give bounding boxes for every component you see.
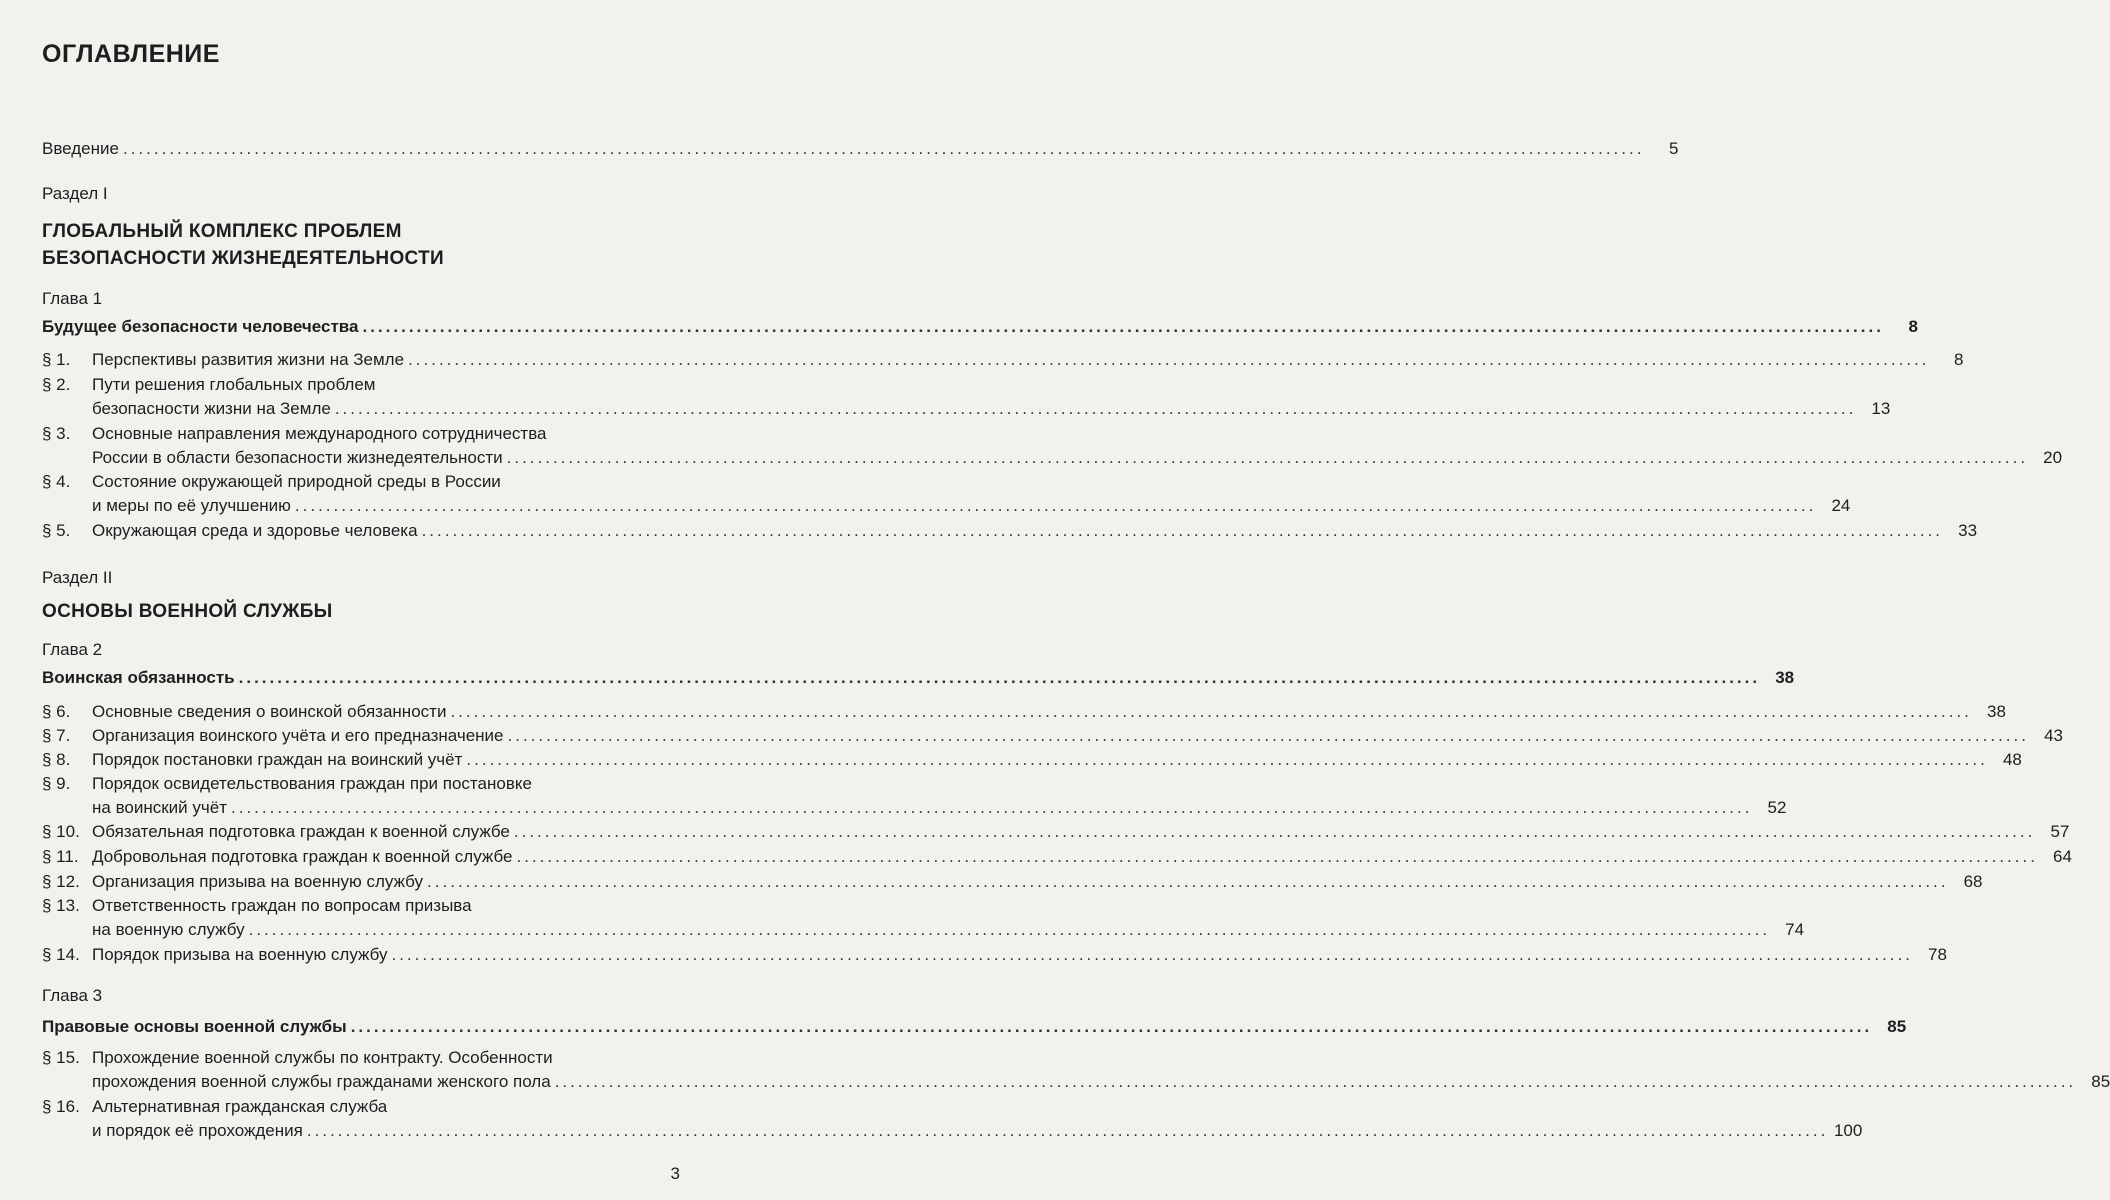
leader-dots <box>466 748 1987 772</box>
chapter-label: Глава 2 <box>42 640 103 659</box>
toc-entry-section[interactable] <box>42 422 2063 470</box>
entry-page: 33 <box>1958 521 1978 540</box>
section-number: § 13. <box>42 896 80 915</box>
chapter-label: Глава 3 <box>42 986 103 1005</box>
entry-label: безопасности жизни на Земле <box>92 399 331 418</box>
leader-dots <box>239 666 1760 690</box>
entry-label: Основные сведения о воинской обязанности <box>92 702 447 721</box>
section-number: § 15. <box>42 1048 80 1067</box>
toc-entry-section[interactable] <box>42 748 2022 772</box>
section-number: § 4. <box>42 472 71 491</box>
entry-label: Воинская обязанность <box>42 668 235 687</box>
leader-dots <box>295 494 1816 518</box>
part-label: Раздел I <box>42 184 108 203</box>
section-number: § 5. <box>42 521 71 540</box>
entry-label: Ответственность граждан по вопросам призыва <box>92 896 472 915</box>
toc-entry-section[interactable] <box>42 470 1851 518</box>
leader-dots <box>391 943 1912 967</box>
entry-page: 74 <box>1785 920 1805 939</box>
section-number: § 14. <box>42 945 80 964</box>
entry-page: 100 <box>1833 1121 1863 1140</box>
toc-entry-chapter[interactable] <box>42 1015 1907 1039</box>
part-title <box>42 218 444 272</box>
section-number: § 3. <box>42 424 71 443</box>
leader-dots <box>516 845 2037 869</box>
part-title <box>42 598 333 625</box>
section-number: § 11. <box>42 847 79 866</box>
entry-page: 64 <box>2053 847 2072 866</box>
leader-dots <box>427 870 1948 894</box>
entry-page: 8 <box>1954 350 1964 369</box>
toc-entry-section[interactable] <box>42 724 2063 748</box>
toc-entry-section[interactable] <box>42 1095 1863 1143</box>
entry-label: Будущее безопасности человечества <box>42 317 359 336</box>
part-title-line: БЕЗОПАСНОСТИ ЖИЗНЕДЕЯТЕЛЬНОСТИ <box>42 248 444 269</box>
entry-page: 85 <box>2091 1072 2110 1091</box>
leader-dots <box>514 820 2035 844</box>
entry-label: Введение <box>42 139 119 158</box>
entry-page: 57 <box>2050 822 2070 841</box>
leader-dots <box>231 796 1752 820</box>
entry-page: 13 <box>1871 399 1891 418</box>
entry-page: 20 <box>2043 448 2063 467</box>
leader-dots <box>362 315 1883 339</box>
entry-page: 85 <box>1887 1017 1907 1036</box>
toc-entry-section[interactable] <box>42 845 2072 869</box>
entry-label: Добровольная подготовка граждан к военной службе <box>92 847 513 866</box>
toc-entry-section[interactable] <box>42 1046 2110 1094</box>
section-number: § 16. <box>42 1097 80 1116</box>
page-number: 3 <box>670 1164 680 1183</box>
section-number: § 10. <box>42 822 80 841</box>
section-number: § 12. <box>42 872 80 891</box>
toc-entry-section[interactable] <box>42 772 1787 820</box>
entry-label: Порядок постановки граждан на воинский учёт <box>92 750 463 769</box>
toc-entry-section[interactable] <box>42 943 1947 967</box>
section-number: § 6. <box>42 702 71 721</box>
entry-label: Окружающая среда и здоровье человека <box>92 521 418 540</box>
entry-label: Порядок призыва на военную службу <box>92 945 388 964</box>
entry-page: 38 <box>1775 668 1795 687</box>
section-number: § 8. <box>42 750 71 769</box>
toc-entry-section[interactable] <box>42 373 1891 421</box>
entry-label: России в области безопасности жизнедеятельности <box>92 448 503 467</box>
entry-page: 5 <box>1668 139 1679 158</box>
leader-dots <box>408 348 1929 372</box>
entry-label: на военную службу <box>92 920 245 939</box>
page-title: ОГЛАВЛЕНИЕ <box>42 40 220 68</box>
section-number: § 7. <box>42 726 71 745</box>
entry-label: Организация воинского учёта и его предназначение <box>92 726 504 745</box>
toc-entry-chapter[interactable] <box>42 315 1918 339</box>
leader-dots <box>307 1119 1828 1143</box>
entry-page: 68 <box>1963 872 1983 891</box>
entry-label: Альтернативная гражданская служба <box>92 1097 388 1116</box>
entry-page: 8 <box>1908 317 1918 336</box>
leader-dots <box>249 918 1770 942</box>
leader-dots <box>123 137 1644 161</box>
leader-dots <box>450 700 1971 724</box>
entry-page: 48 <box>2002 750 2022 769</box>
toc-entry-section[interactable] <box>42 820 2070 844</box>
entry-label: Правовые основы военной службы <box>42 1017 347 1036</box>
toc-entry-chapter[interactable] <box>42 666 1795 690</box>
leader-dots <box>351 1015 1872 1039</box>
entry-label: Пути решения глобальных проблем <box>92 375 376 394</box>
leader-dots <box>508 724 2029 748</box>
entry-label: и порядок её прохождения <box>92 1121 303 1140</box>
part-title-line: ОСНОВЫ ВОЕННОЙ СЛУЖБЫ <box>42 601 333 622</box>
entry-page: 38 <box>1986 702 2006 721</box>
leader-dots <box>555 1070 2076 1094</box>
entry-label: Состояние окружающей природной среды в России <box>92 472 501 491</box>
section-number: § 1. <box>42 350 71 369</box>
toc-entry-section[interactable] <box>42 894 1805 942</box>
entry-page: 52 <box>1767 798 1787 817</box>
leader-dots <box>335 397 1856 421</box>
entry-label: и меры по её улучшению <box>92 496 291 515</box>
part-title-line: ГЛОБАЛЬНЫЙ КОМПЛЕКС ПРОБЛЕМ <box>42 221 402 242</box>
toc-entry-section[interactable] <box>42 348 1964 372</box>
entry-label: Перспективы развития жизни на Земле <box>92 350 405 369</box>
entry-label: прохождения военной службы гражданами женского пола <box>92 1072 551 1091</box>
entry-label: Организация призыва на военную службу <box>92 872 424 891</box>
section-number: § 2. <box>42 375 71 394</box>
entry-label: Прохождение военной службы по контракту. Особенности <box>92 1048 553 1067</box>
part-label: Раздел II <box>42 568 113 587</box>
leader-dots <box>422 519 1943 543</box>
toc-entry-section[interactable] <box>42 519 1978 543</box>
entry-label: Порядок освидетельствования граждан при постановке <box>92 774 532 793</box>
leader-dots <box>507 446 2028 470</box>
toc-entry-intro[interactable] <box>42 137 1679 161</box>
chapter-label: Глава 1 <box>42 289 103 308</box>
section-number: § 9. <box>42 774 71 793</box>
entry-page: 24 <box>1831 496 1851 515</box>
entry-page: 78 <box>1928 945 1947 964</box>
entry-label: Основные направления международного сотрудничества <box>92 424 547 443</box>
entry-label: Обязательная подготовка граждан к военной службе <box>92 822 510 841</box>
entry-label: на воинский учёт <box>92 798 227 817</box>
toc-entry-section[interactable] <box>42 870 1983 894</box>
toc-entry-section[interactable] <box>42 700 2006 724</box>
entry-page: 43 <box>2044 726 2063 745</box>
